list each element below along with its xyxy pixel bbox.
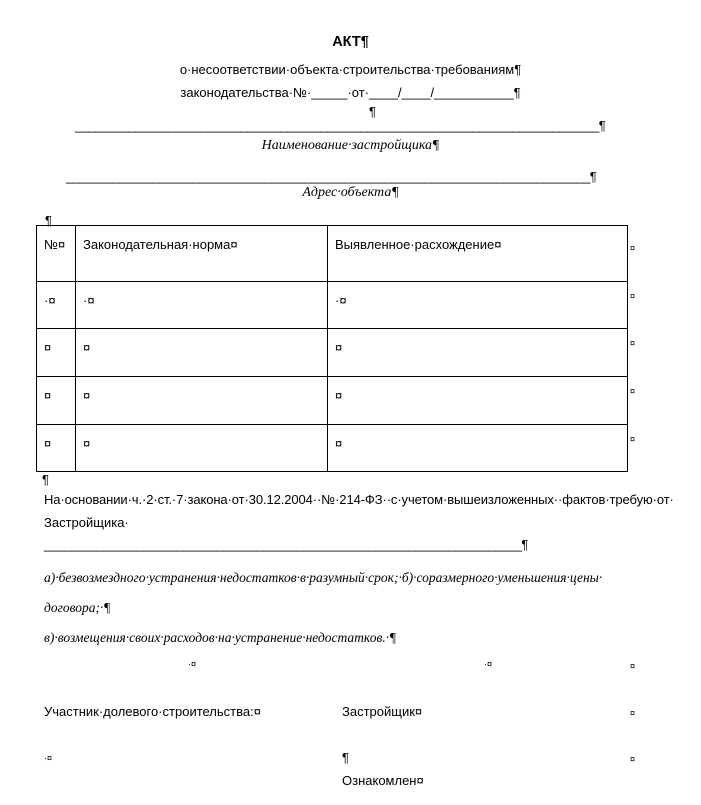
- row-end-mark: ¤: [630, 338, 636, 348]
- paragraph-mark: ¶: [42, 472, 49, 487]
- row-end-mark: ¤: [630, 243, 636, 253]
- table-cell[interactable]: ¤: [328, 329, 628, 377]
- row-end-mark: ¤: [630, 434, 636, 444]
- developer-signature-label: Застройщик¤: [342, 704, 423, 719]
- table-row: [37, 282, 628, 329]
- table-cell[interactable]: ¤: [328, 425, 628, 472]
- column-header-discrepancy: Выявленное·расхождение¤: [328, 226, 628, 282]
- discrepancy-table: [36, 225, 628, 472]
- document-title: АКТ¶: [332, 34, 369, 50]
- table-header-row: [37, 226, 628, 282]
- column-header-number: №¤: [37, 226, 76, 282]
- table-cell[interactable]: ·¤: [76, 282, 328, 329]
- legal-basis-text: На·основании·ч.·2·ст.·7·закона·от·30.12.2004··№·214-ФЗ··с·учетом·вышеизложенных··фактов·требую·от·: [44, 492, 674, 507]
- acquainted-label: Ознакомлен¤: [342, 773, 424, 788]
- table-cell[interactable]: ¤: [37, 425, 76, 472]
- table-cell[interactable]: ·¤: [37, 282, 76, 329]
- paragraph-mark: ¶: [369, 104, 376, 119]
- table-cell[interactable]: ·¤: [328, 282, 628, 329]
- cell-mark: ·¤: [188, 659, 197, 669]
- document-subtitle-line2: законодательства·№·_____·от·____/____/___________¶: [180, 85, 521, 100]
- table-row: [37, 425, 628, 472]
- option-c: в)·возмещения·своих·расходов·на·устранение·недостатков.·¶: [44, 630, 397, 645]
- row-end-mark: ¤: [630, 661, 636, 671]
- option-b-continued: договора;·¶: [44, 600, 111, 615]
- participant-signature-label: Участник·долевого·строительства:¤: [44, 704, 261, 719]
- table-cell[interactable]: ¤: [37, 329, 76, 377]
- developer-name-blank[interactable]: _______________________________________________________________________________¶: [75, 118, 606, 133]
- table-row: [37, 377, 628, 425]
- cell-mark: ·¤: [484, 659, 493, 669]
- paragraph-mark: ¶: [342, 750, 349, 765]
- document-subtitle-line1: о·несоответствии·объекта·строительства·требованиям¶: [179, 62, 522, 77]
- demand-blank[interactable]: ________________________________________________________________________¶: [44, 537, 528, 552]
- table-row: [37, 329, 628, 377]
- object-address-blank[interactable]: _______________________________________________________________________________¶: [66, 169, 597, 184]
- option-a-b: а)·безвозмездного·устранения·недостатков·в·разумный·срок;·б)·соразмерного·уменьшения·цены·: [44, 570, 603, 585]
- row-end-mark: ¤: [630, 291, 636, 301]
- object-address-caption: Адрес·объекта¶: [302, 185, 399, 200]
- column-header-legal-norm: Законодательная·норма¤: [76, 226, 328, 282]
- developer-name-caption: Наименование·застройщика¶: [261, 138, 440, 153]
- table-cell[interactable]: ¤: [37, 377, 76, 425]
- legal-basis-text-continued: Застройщика·: [44, 515, 129, 530]
- table-cell[interactable]: ¤: [76, 329, 328, 377]
- row-end-mark: ¤: [630, 708, 636, 718]
- table-cell[interactable]: ¤: [328, 377, 628, 425]
- row-end-mark: ¤: [630, 754, 636, 764]
- row-end-mark: ¤: [630, 386, 636, 396]
- table-cell[interactable]: ¤: [76, 377, 328, 425]
- paragraph-mark: ¶: [45, 213, 52, 228]
- cell-mark: ·¤: [44, 753, 53, 763]
- table-cell[interactable]: ¤: [76, 425, 328, 472]
